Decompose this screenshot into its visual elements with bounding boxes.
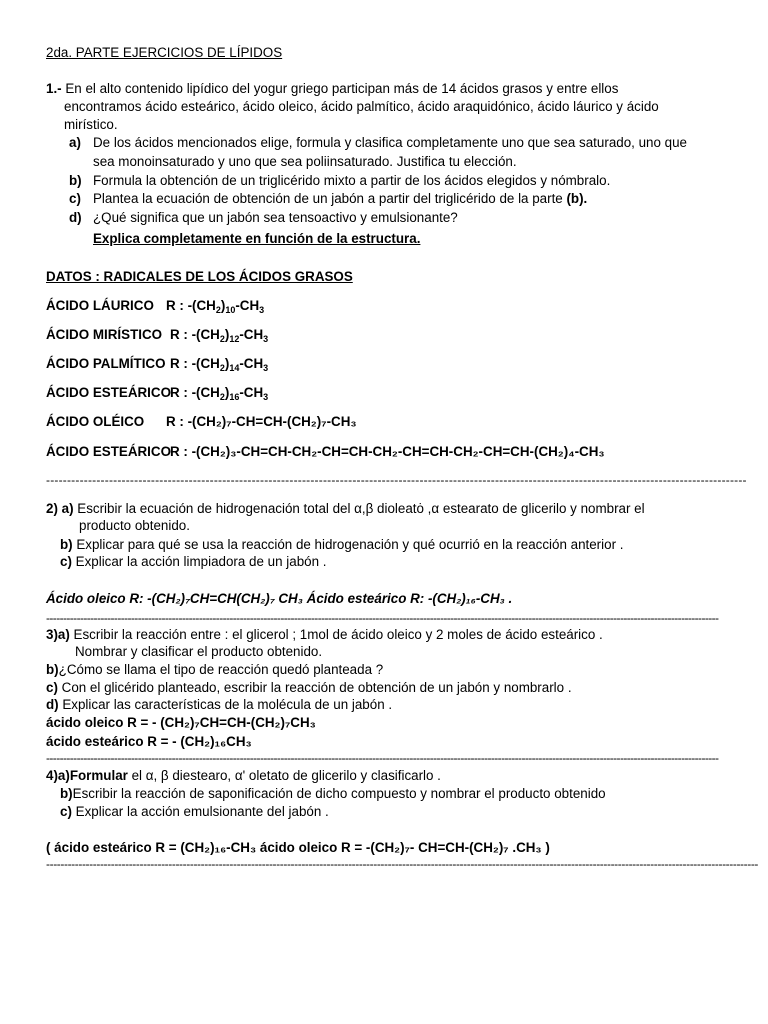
ex2-c-line1: c) Explicar la acción limpiadora de un jabón .	[60, 554, 327, 569]
ex4-formula: ( ácido esteárico R = (CH₂)₁₆-CH₃ ácido oleico R = -(CH₂)₇- CH=CH-(CH₂)₇ .CH₃ )	[46, 840, 550, 855]
datos-row-oleico: ÁCIDO OLÉICO R : -(CH₂)₇-CH=CH-(CH₂)₇-CH₃	[46, 414, 357, 429]
ex1-a-line2: sea monoinsaturado y uno que sea poliinsaturado. Justifica tu elección.	[93, 154, 517, 169]
ex2-number: 2) a)	[46, 501, 74, 516]
ex1-d-line2: Explica completamente en función de la estructura.	[93, 231, 421, 246]
ex3-estearico-formula: ácido esteárico R = - (CH₂)₁₆CH₃	[46, 734, 252, 749]
page-title: 2da. PARTE EJERCICIOS DE LÍPIDOS	[46, 45, 283, 60]
ex1-c-label: c)	[69, 191, 81, 206]
separator-3: ------------------------------------------------------------------------------------------------------------------------------------------------------------------------------------------------------	[46, 751, 719, 765]
ex3-a-line2: Nombrar y clasificar el producto obtenido.	[75, 644, 323, 659]
ex3-b-line1: b)¿Cómo se llama el tipo de reacción quedó planteada ?	[46, 662, 384, 677]
ex1-intro-line1: 1.- En el alto contenido lipídico del yogur griego participan más de 14 ácidos grasos y entre ellos	[46, 81, 619, 96]
ex3-oleico-formula: ácido oleico R = - (CH₂)₇CH=CH-(CH₂)₇CH₃	[46, 715, 316, 730]
ex4-a-line1: 4)a)Formular el α, β diestearo, α' oletato de glicerilo y clasificarlo .	[46, 768, 441, 783]
ex4-b-line1: b)Escribir la reacción de saponificación de dicho compuesto y nombrar el producto obtenido	[60, 786, 606, 801]
ex1-a-label: a)	[69, 135, 81, 150]
ex1-intro-line3: mirístico.	[64, 117, 118, 132]
ex3-a-line1: 3)a) Escribir la reacción entre : el glicerol ; 1mol de ácido oleico y 2 moles de ácido esteárico .	[46, 627, 603, 642]
ex1-c-line1: Plantea la ecuación de obtención de un jabón a partir del triglicérido de la parte (b).	[93, 191, 588, 206]
ex1-b-line1: Formula la obtención de un triglicérido mixto a partir de los ácidos elegidos y nómbralo.	[93, 173, 611, 188]
ex2-a-line2: producto obtenido.	[79, 518, 190, 533]
ex1-b-label: b)	[69, 173, 82, 188]
ex1-a-line1: De los ácidos mencionados elige, formula y clasifica completamente uno que sea saturado, uno que	[93, 135, 688, 150]
ex1-d-label: d)	[69, 210, 82, 225]
datos-row-miristico: ÁCIDO MIRÍSTICO R : $-(CH_2)_{12}-CH_3$	[46, 327, 269, 344]
datos-heading: DATOS : RADICALES DE LOS ÁCIDOS GRASOS	[46, 269, 353, 284]
ex3-d-line1: d) Explicar las características de la molécula de un jabón .	[46, 697, 393, 712]
ex4-number: 4)a)	[46, 768, 70, 783]
separator-1: -----------------------------------------------------------------------------------------------------------------------------------------------------------------------	[46, 473, 747, 487]
datos-row-palmitico: ÁCIDO PALMÍTICO R : $-(CH_2)_{14}-CH_3$	[46, 356, 269, 373]
ex1-intro-line2: encontramos ácido esteárico, ácido oleico, ácido palmítico, ácido araquidónico, ácido láurico y ácido	[64, 99, 659, 114]
ex1-d-line1: ¿Qué significa que un jabón sea tensoactivo y emulsionante?	[93, 210, 458, 225]
separator-2: ------------------------------------------------------------------------------------------------------------------------------------------------------------------------------------------------------	[46, 611, 719, 625]
ex2-a-line1: 2) a) Escribir la ecuación de hidrogenación total del α,β dioleatȯ ,α estearato de glicerilo y nombrar el	[46, 501, 645, 516]
separator-4: ------------------------------------------------------------------------------------------------------------------------------------------------------------------------------------------------------	[46, 857, 759, 871]
ex3-number: 3)a)	[46, 627, 70, 642]
datos-row-estearico: ÁCIDO ESTEÁRICOR : $-(CH_2)_{16}-CH_3$	[46, 385, 269, 402]
datos-row-estearico-poli: ÁCIDO ESTEÁRICOR : -(CH₂)₃-CH=CH-CH₂-CH=CH-CH₂-CH=CH-CH₂-CH=CH-(CH₂)₄-CH₃	[46, 444, 605, 459]
ex2-b-line1: b) Explicar para qué se usa la reacción de hidrogenación y qué ocurrió en la reacción anterior .	[60, 537, 624, 552]
datos-row-laurico: ÁCIDO LÁURICO R : $-(CH_2)_{10}-CH_3$	[46, 298, 265, 315]
ex3-c-line1: c) Con el glicérido planteado, escribir la reacción de obtención de un jabón y nombrarlo .	[46, 680, 572, 695]
ex1-number: 1.-	[46, 81, 62, 96]
ex2-formula: Ácido oleico R: -(CH₂)₇CH=CH(CH₂)₇ CH₃ Ácido esteárico R: -(CH₂)₁₆-CH₃ .	[46, 591, 513, 606]
ex4-c-line1: c) Explicar la acción emulsionante del jabón .	[60, 804, 329, 819]
